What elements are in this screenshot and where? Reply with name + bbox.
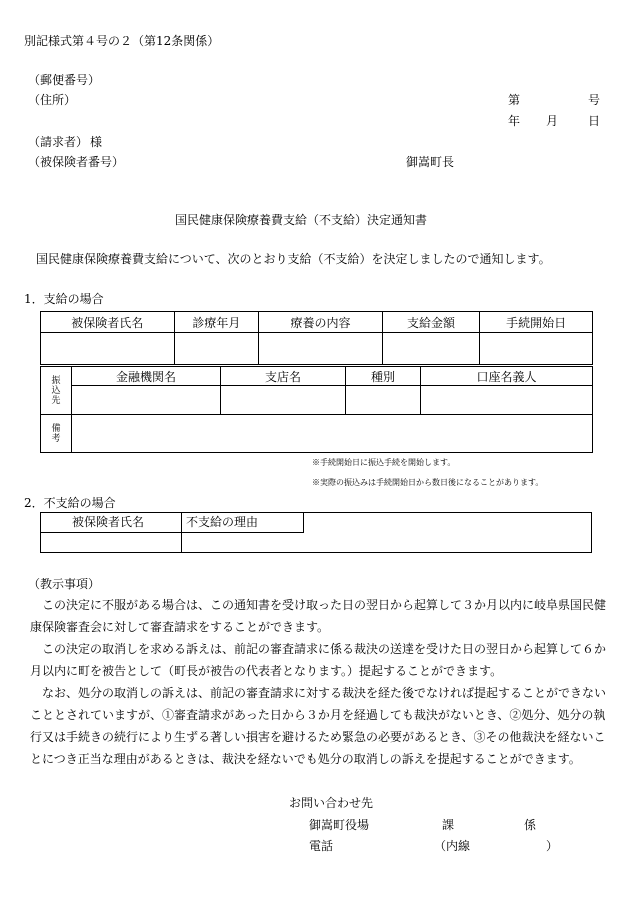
cell-insured-name: [41, 333, 175, 365]
transfer-label: 振 込 先: [51, 375, 61, 406]
cell-branch-name: [221, 386, 346, 415]
cell-remarks: [72, 415, 593, 453]
col-treatment-month: 診療年月: [174, 312, 259, 333]
col-insured-name: 被保険者氏名: [41, 312, 175, 333]
doc-number-prefix: 第: [508, 93, 521, 107]
instructions-heading: （教示事項）: [28, 577, 101, 591]
col-nonpayment-reason: 不支給の理由: [186, 515, 259, 529]
transfer-label-cell: [41, 367, 72, 415]
col-bank-name: 金融機関名: [72, 367, 221, 386]
requester-sama: 様: [90, 135, 103, 149]
mayor-title: 御嵩町長: [406, 155, 455, 169]
remarks-label-cell: [41, 415, 72, 453]
cell-payment-amount: [382, 333, 480, 365]
postal-label: （郵便番号）: [28, 73, 101, 87]
document-title: 国民健康保険療養費支給（不支給）決定通知書: [175, 213, 428, 227]
date-day: 日: [588, 114, 601, 128]
contact-extension-close: ）: [546, 839, 559, 853]
section1-heading: 1．支給の場合: [24, 292, 104, 306]
requester-label: （請求者）: [28, 135, 89, 149]
contact-heading: お問い合わせ先: [289, 796, 374, 810]
address-label: （住所）: [28, 93, 77, 107]
contact-section-kakari: 係: [524, 818, 537, 832]
instructions-para-3: なお、処分の取消しの訴えは、前記の審査請求に対する裁決を経た後でなければ提起することができないこととされていますが、①審査請求があった日から３か月を経過しても裁決がないとき、②処分、処分の執行又は手続きの続行により生ずる著しい損害を避けるため緊急の必要があるとき、③その他裁決を経ないことにつき正当な理由があるときは、裁決を経ないでも処分の取消しの訴えを提起することができます。: [30, 686, 607, 766]
insured-number-label: （被保険者番号）: [28, 155, 125, 169]
instructions-para-2: この決定の取消しを求める訴えは、前記の審査請求に係る裁決の送達を受けた日の翌日から起算して６か月以内に町を被告として（町長が被告の代表者となります。）提起することができます。: [30, 642, 607, 678]
col-insured-name-2: 被保険者氏名: [72, 515, 145, 529]
payment-table: [40, 311, 593, 365]
cell-procedure-start: [480, 333, 593, 365]
cell-treatment-content: [259, 333, 383, 365]
contact-section-ka: 課: [442, 818, 455, 832]
cell-account-type: [346, 386, 421, 415]
col-payment-amount: 支給金額: [382, 312, 480, 333]
note-procedure-start: ※手続開始日に振込手続を開始します。: [312, 458, 456, 467]
doc-number-suffix: 号: [588, 93, 601, 107]
cell-treatment-month: [174, 333, 259, 365]
col-branch-name: 支店名: [221, 367, 346, 386]
cell-bank-name: [72, 386, 221, 415]
date-year: 年: [508, 114, 521, 128]
contact-tel-label: 電話: [309, 839, 334, 853]
date-month: 月: [546, 114, 559, 128]
form-id: 別記様式第４号の２（第12条関係）: [24, 34, 220, 48]
col-treatment-content: 療養の内容: [259, 312, 383, 333]
section2-heading: 2．不支給の場合: [24, 496, 116, 510]
instructions-para-1: この決定に不服がある場合は、この通知書を受け取った日の翌日から起算して３か月以内に岐阜県国民健康保険審査会に対して審査請求をすることができます。: [30, 598, 607, 634]
contact-extension-open: （内線: [434, 839, 471, 853]
contact-office: 御嵩町役場: [309, 818, 370, 832]
intro-text: 国民健康保険療養費支給について、次のとおり支給（不支給）を決定しましたので通知します。: [36, 252, 551, 266]
transfer-table: [40, 366, 593, 453]
col-account-holder: 口座名義人: [421, 367, 593, 386]
col-procedure-start: 手続開始日: [480, 312, 593, 333]
remarks-label: 備 考: [51, 423, 61, 444]
note-transfer-delay: ※実際の振込みは手続開始日から数日後になることがあります。: [312, 478, 544, 487]
col-account-type: 種別: [346, 367, 421, 386]
cell-account-holder: [421, 386, 593, 415]
